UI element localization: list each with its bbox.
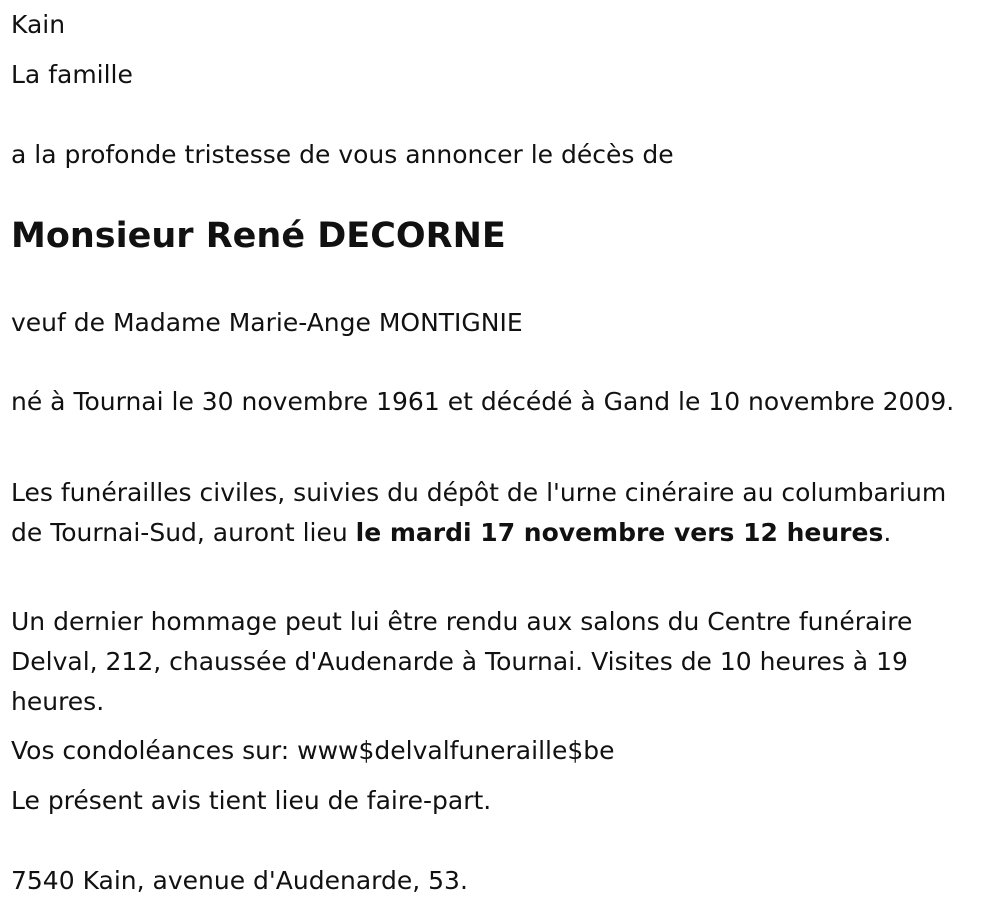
funeral-text-before: Les funérailles civiles, suivies du dépôt de l'urne cinéraire au columbarium de Tournai-Sud, auront lieu — [11, 478, 947, 547]
tribute-text: Un dernier hommage peut lui être rendu aux salons du Centre funéraire Delval, 212, chaussée d'Audenarde à Tournai. Visites de 10 heures à 19 heures. — [11, 607, 913, 716]
funeral-text-after: . — [883, 518, 892, 547]
deceased-name: Monsieur René DECORNE — [11, 216, 506, 256]
funeral-date: le mardi 17 novembre vers 12 heures — [355, 518, 884, 547]
address: 7540 Kain, avenue d'Audenarde, 53. — [11, 866, 468, 895]
notice-statement: Le présent avis tient lieu de faire-part. — [11, 786, 492, 815]
funeral-text — [11, 473, 982, 553]
location: Kain — [11, 10, 66, 39]
announcement-text: a la profonde tristesse de vous annoncer le décès de — [11, 140, 674, 169]
birth-death-text: né à Tournai le 30 novembre 1961 et décédé à Gand le 10 novembre 2009. — [11, 387, 955, 416]
family-label: La famille — [11, 60, 133, 89]
condolences-text: Vos condoléances sur: www$delvalfuneraille$be — [11, 736, 615, 765]
spouse-text: veuf de Madame Marie-Ange MONTIGNIE — [11, 308, 523, 337]
